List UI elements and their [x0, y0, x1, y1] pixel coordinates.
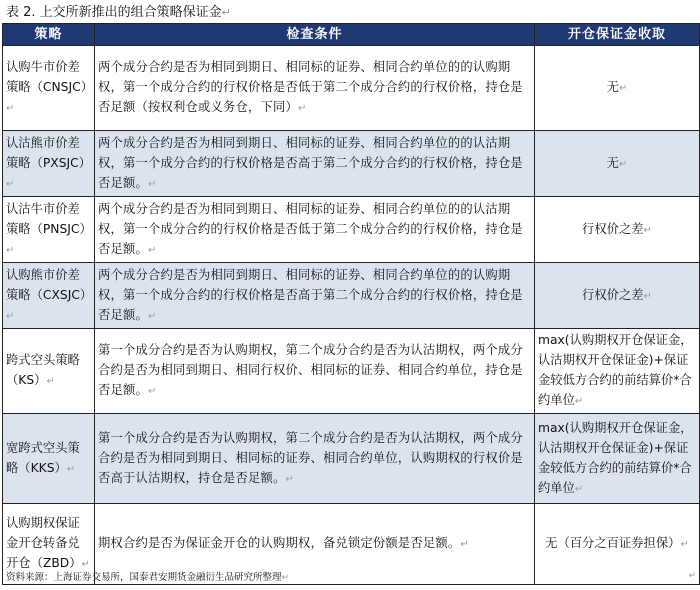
table-header-row — [3, 24, 700, 46]
paragraph-mark-icon: ↵ — [680, 539, 689, 550]
paragraph-mark-icon: ↵ — [688, 571, 696, 581]
condition-cell: 两个成分合约是否为相同到期日、相同标的证券、相同合约单位的的认购期权，第一个成分合约的行权价格是否高于第二个成分合约的行权价格，持仓是否足额。↵ — [95, 263, 535, 329]
paragraph-mark-icon: ↵ — [574, 396, 584, 407]
paragraph-mark-icon: ↵ — [297, 103, 307, 114]
paragraph-mark-icon: ↵ — [6, 310, 15, 322]
table-row — [3, 46, 700, 131]
strategy-cell: 认沽熊市价差策略（PXSJC）↵ — [3, 131, 95, 197]
paragraph-mark-icon: ↵ — [6, 178, 15, 190]
strategy-cell: 跨式空头策略（KS）↵ — [3, 329, 95, 414]
condition-cell: 两个成分合约是否为相同到期日、相同标的证券、相同合约单位的的认购期权，第一个成分合约的行权价格是否低于第二个成分合约的行权价格，持仓是否足额（按权利仓或义务仓，下同）↵ — [95, 46, 535, 131]
paragraph-mark-icon: ↵ — [574, 483, 584, 495]
paragraph-mark-icon: ↵ — [643, 224, 652, 236]
paragraph-mark-icon: ↵ — [6, 244, 15, 256]
strategy-cell: 认购熊市价差策略（CXSJC）↵ — [3, 263, 95, 329]
margin-cell: max(认购期权开仓保证金，认沽期权开仓保证金)+保证金较低方合约的前结算价*合约单位↵ — [535, 329, 700, 414]
paragraph-mark-icon: ↵ — [148, 310, 157, 322]
margin-cell: 无↵ — [535, 46, 700, 131]
condition-cell: 第一个成分合约是否为认购期权，第二个成分合约是否为认沽期权，两个成分合约是否为相同到期日、相同行权价、相同标的证券、相同合约单位，持仓是否足额。↵ — [95, 329, 535, 414]
table-row — [3, 197, 700, 263]
paragraph-mark-icon: ↵ — [285, 473, 295, 485]
strategy-cell: 宽跨式空头策略（KKS）↵ — [3, 414, 95, 504]
condition-cell: 两个成分合约是否为相同到期日、相同标的证券、相同合约单位的的认沽期权，第一个成分合约的行权价格是否高于第二个成分合约的行权价格，持仓是否足额。↵ — [95, 131, 535, 197]
paragraph-mark-icon: ↵ — [148, 244, 157, 256]
header-margin: 开仓保证金收取 — [535, 24, 700, 46]
paragraph-mark-icon: ↵ — [148, 178, 157, 190]
strategy-cell: 认购牛市价差策略（CNSJC）↵ — [3, 46, 95, 131]
paragraph-mark-icon: ↵ — [221, 6, 231, 19]
table-row — [3, 263, 700, 329]
margin-cell: 无（百分之百证券担保）↵ — [535, 504, 700, 585]
source-note: 资料来源：上海证券交易所，国泰君安期货金融衍生品研究所整理↵ — [6, 572, 290, 583]
paragraph-mark-icon: ↵ — [66, 463, 76, 475]
paragraph-mark-icon: ↵ — [81, 559, 90, 570]
condition-cell: 期权合约是否为保证金开仓的认购期权，备兑锁定份额是否足额。↵ — [95, 504, 535, 585]
condition-cell: 第一个成分合约是否为认购期权，第二个成分合约是否为认沽期权，两个成分合约是否为相同到期日、相同标的证券、相同合约单位，认购期权的行权价是否高于认沽期权，持仓是否足额。↵ — [95, 414, 535, 504]
condition-cell: 两个成分合约是否为相同到期日、相同标的证券、相同合约单位的的认沽期权，第一个成分合约的行权价格是否低于第二个成分合约的行权价格，持仓是否足额。↵ — [95, 197, 535, 263]
header-strategy: 策略 — [3, 24, 95, 46]
margin-cell: 行权价之差↵ — [535, 263, 700, 329]
paragraph-mark-icon: ↵ — [46, 376, 55, 387]
strategy-margin-table — [2, 23, 700, 585]
paragraph-mark-icon: ↵ — [618, 158, 628, 170]
margin-cell: max(认购期权开仓保证金，认沽期权开仓保证金)+保证金较低方合约的前结算价*合约单位↵ — [535, 414, 700, 504]
table-row — [3, 329, 700, 414]
table-row — [3, 131, 700, 197]
margin-cell: 无↵ — [535, 131, 700, 197]
margin-cell: 行权价之差↵ — [535, 197, 700, 263]
strategy-cell: 认沽牛市价差策略（PNSJC）↵ — [3, 197, 95, 263]
paragraph-mark-icon: ↵ — [281, 573, 290, 583]
header-condition: 检查条件 — [95, 24, 535, 46]
paragraph-mark-icon: ↵ — [148, 386, 157, 397]
strategy-cell: 认购期权保证金开仓转备兑开仓（ZBD）↵ — [3, 504, 95, 585]
table-row — [3, 414, 700, 504]
paragraph-mark-icon: ↵ — [6, 103, 15, 114]
paragraph-mark-icon: ↵ — [618, 83, 628, 94]
table-title: 表 2. 上交所新推出的组合策略保证金↵ — [6, 5, 231, 20]
paragraph-mark-icon: ↵ — [460, 539, 470, 550]
paragraph-mark-icon: ↵ — [643, 290, 652, 302]
